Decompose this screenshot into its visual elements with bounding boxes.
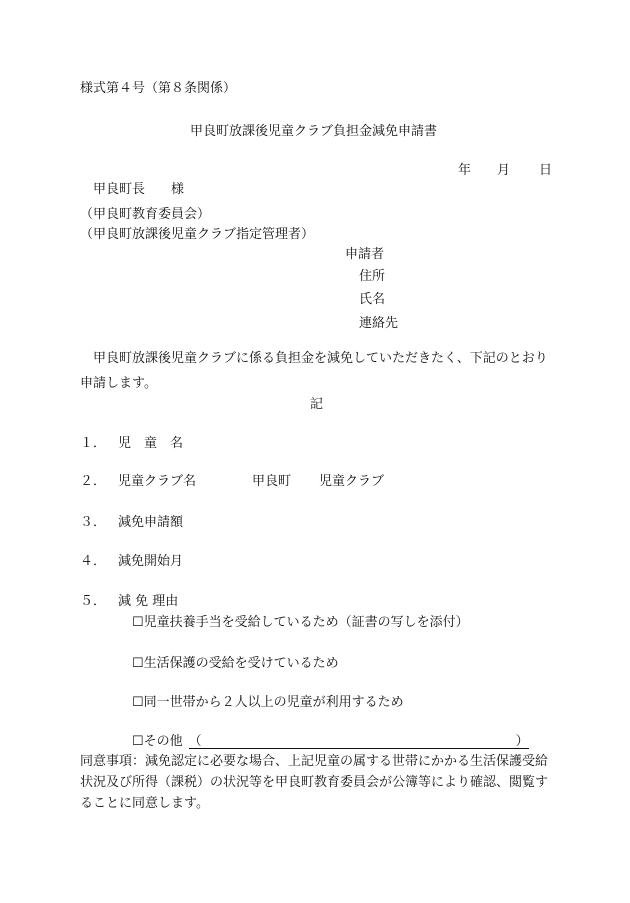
- checkbox-icon[interactable]: ☐: [132, 695, 144, 710]
- recipient-manager: （甲良町放課後児童クラブ指定管理者）: [80, 227, 315, 242]
- reason-option-2[interactable]: [132, 656, 339, 672]
- applicant-label: 申請者: [345, 247, 385, 262]
- reason-text: 児童扶養手当を受給しているため（証書の写しを添付）: [143, 615, 469, 630]
- item-label: 児童クラブ名: [118, 474, 197, 489]
- item-number: １．: [80, 436, 107, 451]
- ki-heading: 記: [310, 397, 324, 412]
- date-month: 月: [497, 163, 511, 178]
- item-label: 児 童 名: [118, 436, 184, 451]
- reason-option-1[interactable]: [132, 615, 469, 631]
- club-suffix: 児童クラブ: [319, 474, 385, 489]
- checkbox-icon[interactable]: ☐: [132, 615, 144, 630]
- reason-option-3[interactable]: [132, 695, 404, 711]
- item-number: ２．: [80, 474, 107, 489]
- checkbox-icon[interactable]: ☐: [132, 656, 144, 671]
- applicant-contact: 連絡先: [359, 316, 399, 331]
- checkbox-icon[interactable]: ☐: [132, 734, 144, 749]
- recipient-board: （甲良町教育委員会）: [80, 207, 211, 222]
- recipient-mayor: 甲良町長 様: [93, 182, 185, 197]
- item-label: 減免開始月: [118, 554, 184, 569]
- form-number: 様式第４号（第８条関係）: [80, 81, 237, 96]
- item-label: 減免申請額: [118, 515, 184, 530]
- item-label: 減 免 理由: [118, 594, 179, 609]
- date-year: 年: [458, 163, 472, 178]
- applicant-name: 氏名: [359, 292, 386, 307]
- consent-text: 同意事項：減免認定に必要な場合、上記児童の属する世帯にかかる生活保護受給状況及び所得（課税）の状況等を甲良町教育委員会が公簿等により確認、閲覧することに同意します。: [80, 754, 549, 811]
- reason-text: その他: [143, 734, 183, 749]
- reason-text: 同一世帯から２人以上の児童が利用するため: [143, 695, 404, 710]
- item-number: ４．: [80, 554, 107, 569]
- item-number: ３．: [80, 515, 107, 530]
- intro-paragraph: 甲良町放課後児童クラブに係る負担金を減免していただきたく、下記のとおり申請します。: [80, 351, 548, 391]
- item-number: ５．: [80, 594, 107, 609]
- paren-open: （: [188, 734, 202, 749]
- other-reason-input[interactable]: [189, 734, 529, 749]
- paren-close: ）: [515, 734, 529, 749]
- reason-option-other[interactable]: [132, 734, 529, 750]
- reason-text: 生活保護の受給を受けているため: [143, 656, 339, 671]
- applicant-address: 住所: [359, 269, 386, 284]
- date-day: 日: [539, 163, 553, 178]
- club-town: 甲良町: [252, 474, 292, 489]
- document-title: 甲良町放課後児童クラブ負担金減免申請書: [190, 124, 438, 139]
